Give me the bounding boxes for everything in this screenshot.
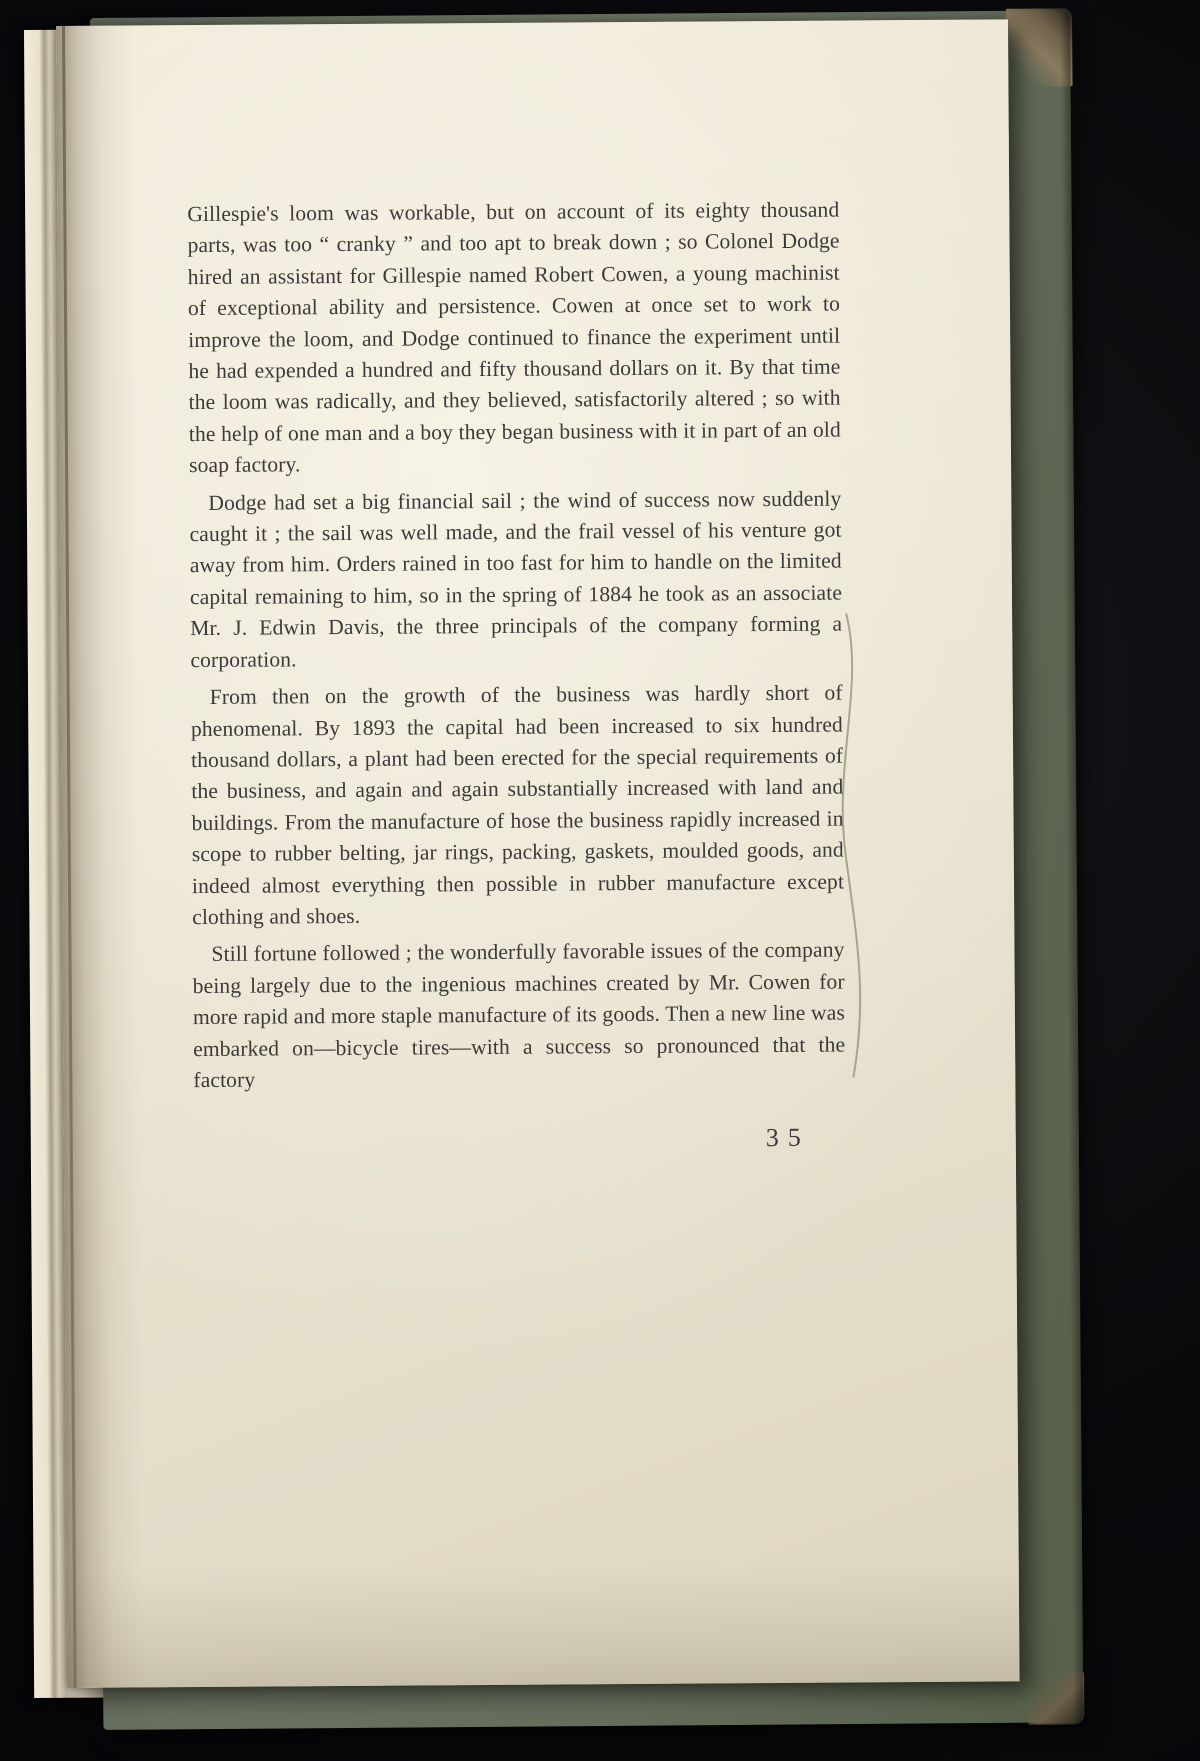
paragraph: From then on the growth of the business was hardly short of phenomenal. By 1893 the capital had been increased to six hundred thousand dollars, a plant had been erected for the special requirements of the business, and again and again substantially increased with land and buildings. From the manufacture of hose the business rapidly increased in scope to rubber belting, jar rings, packing, gaskets, moulded goods, and indeed almost everything then possible in rubber manufacture except clothing and shoes. xyxy=(190,680,845,930)
gutter-shadow xyxy=(56,25,146,1688)
page-text-block xyxy=(187,195,846,1158)
book-page xyxy=(56,19,1020,1688)
page-bottom-shading xyxy=(67,1561,1020,1688)
paragraph: Gillespie's loom was workable, but on account of its eighty thousand parts, was too “ cranky ” and too apt to break down ; so Colonel Dodge hired an assistant for Gillespie named Robert Cowen, a young machinist of exceptional ability and persistence. Cowen at once set to work to improve the loom, and Dodge continued to finance the experiment until he had expended a hundred and fifty thousand dollars on it. By that time the loom was radically, and they believed, satisfactorily altered ; so with the help of one man and a boy they began business with it in part of an old soap factory. xyxy=(187,197,841,478)
page-number: 35 xyxy=(765,1123,810,1153)
paragraph: Still fortune followed ; the wonderfully favorable issues of the company being largely due to the ingenious machines created by Mr. Cowen for more rapid and more staple manufacture of its goods. Then a new line was embarked on—bicycle tires—with a success so pronounced that the factory xyxy=(192,937,846,1093)
paragraph: Dodge had set a big financial sail ; the wind of success now suddenly caught it ; the sail was well made, and the frail vessel of his venture got away from him. Orders rained in too fast for him to handle on the limited capital remaining to him, so in the spring of 1884 he took as an associate Mr. J. Edwin Davis, the three principals of the company forming a corporation. xyxy=(189,486,843,672)
worn-cover-corner-bottom xyxy=(1028,1672,1084,1724)
worn-cover-corner-top xyxy=(1006,8,1073,87)
